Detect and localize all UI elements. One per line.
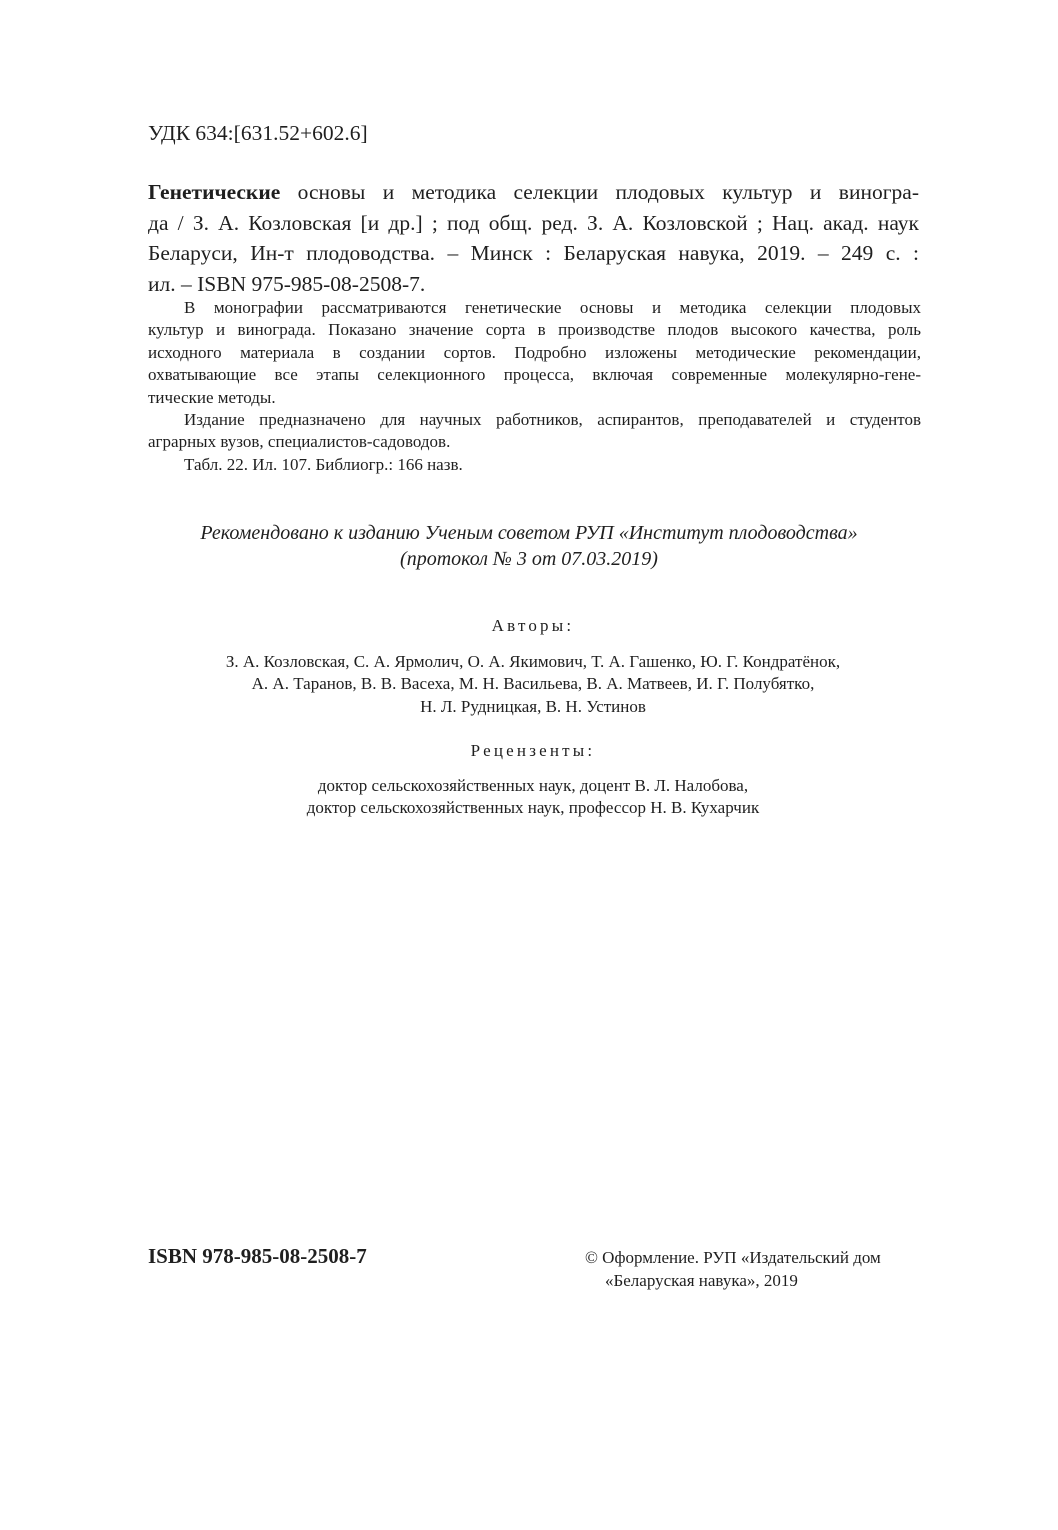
recommendation-note — [0, 520, 1058, 572]
isbn-number: ISBN 978-985-08-2508-7 — [148, 1244, 367, 1268]
abstract-line: культур и винограда. Показано значение сорта в производстве плодов высокого качества, роль — [148, 320, 921, 340]
reviewers-list — [0, 775, 1058, 820]
reviewer-line: доктор сельскохозяйственных наук, доцент В. Л. Налобова, — [317, 776, 749, 795]
authors-list — [0, 651, 1058, 718]
abstract-line: тические методы. — [148, 387, 276, 407]
copyright-line-1: © Оформление. РУП «Издательский дом — [585, 1248, 881, 1267]
reviewer-line: доктор сельскохозяйственных наук, профессор Н. В. Кухарчик — [306, 798, 760, 818]
abstract-line: исходного материала в создании сортов. Подробно изложены методические рекомендации, — [148, 342, 921, 362]
bib-line-4: ил. – ISBN 975-985-08-2508-7. — [148, 271, 426, 296]
udc-code: УДК 634:[631.52+602.6] — [148, 121, 368, 145]
reviewers-heading: Рецензенты: — [470, 741, 596, 760]
bib-title-rest: основы и методика селекции плодовых культур и виногра- — [280, 180, 919, 204]
audience-line: Издание предназначено для научных работников, аспирантов, преподавателей и студентов — [184, 410, 921, 430]
tables-count-line: Табл. 22. Ил. 107. Библиогр.: 166 назв. — [184, 454, 463, 474]
authors-line: Н. Л. Рудницкая, В. Н. Устинов — [420, 696, 646, 716]
bib-line-1 — [148, 177, 919, 208]
abstract-line: В монографии рассматриваются генетические основы и методика селекции плодовых — [184, 298, 921, 317]
recommendation-line-1: Рекомендовано к изданию Ученым советом РУП «Институт плодоводства» — [200, 522, 858, 544]
copyright-notice — [585, 1246, 881, 1292]
bib-line-2: да / З. А. Козловская [и др.] ; под общ. ред. З. А. Козловской ; Нац. акад. наук — [148, 210, 919, 235]
recommendation-line-2: (протокол № 3 от 07.03.2019) — [400, 548, 658, 570]
copyright-line-2: «Беларуская навука», 2019 — [605, 1271, 798, 1290]
bib-line-3: Беларуси, Ин-т плодоводства. – Минск : Беларуская навука, 2019. – 249 с. : — [148, 241, 919, 265]
abstract-line: охватывающие все этапы селекционного процесса, включая современные молекулярно-гене- — [148, 365, 921, 385]
bib-title-bold: Генетические — [148, 180, 281, 204]
authors-heading: Авторы: — [491, 616, 575, 635]
authors-line: З. А. Козловская, С. А. Ярмолич, О. А. Якимович, Т. А. Гашенко, Ю. Г. Кондратёнок, — [225, 652, 841, 671]
annotation — [148, 297, 921, 476]
audience-line: аграрных вузов, специалистов-садоводов. — [148, 432, 451, 452]
bibliographic-record — [148, 177, 919, 299]
authors-line: А. А. Таранов, В. В. Васеха, М. Н. Васильева, В. А. Матвеев, И. Г. Полубятко, — [251, 674, 815, 694]
